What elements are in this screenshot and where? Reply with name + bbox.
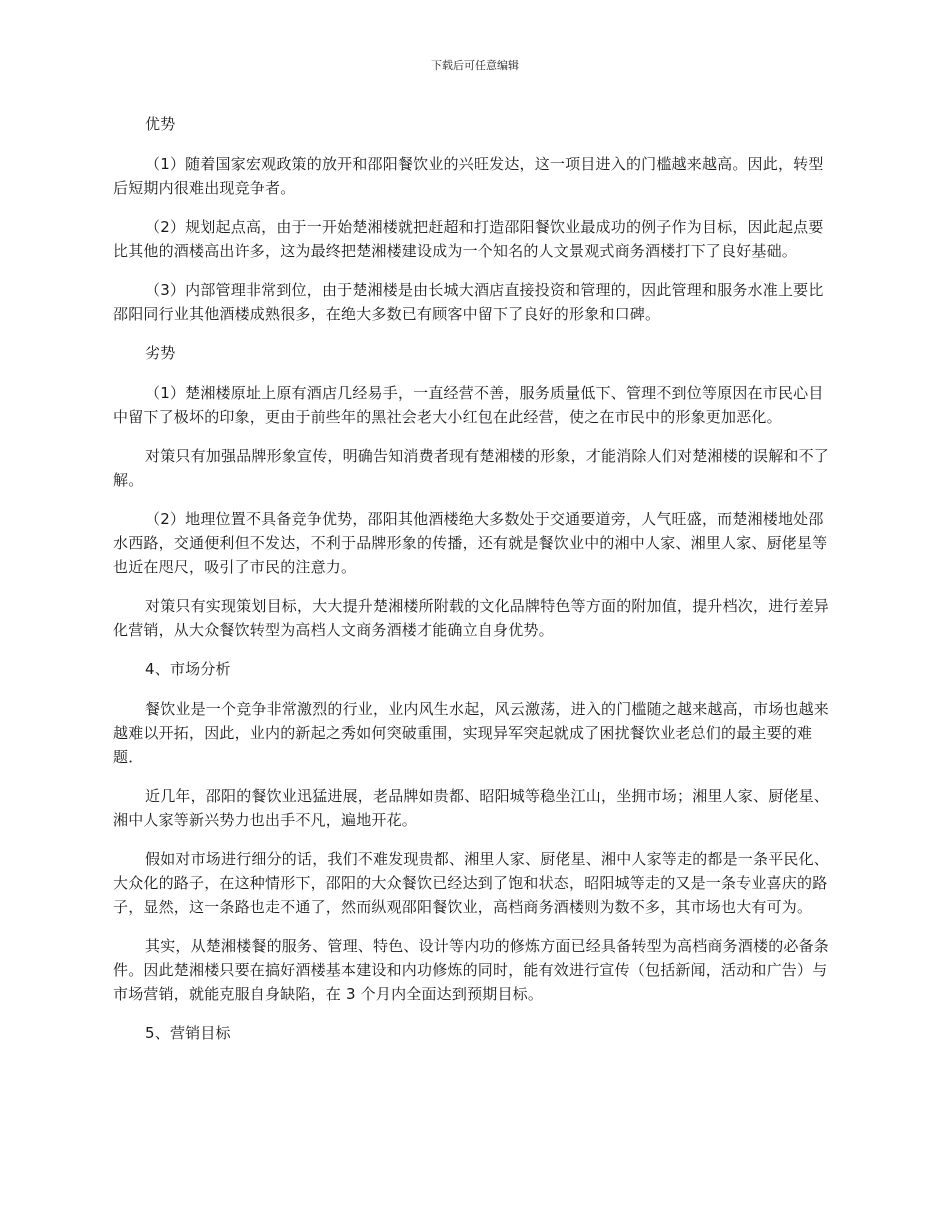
paragraph: 其实，从楚湘楼餐的服务、管理、特色、设计等内功的修炼方面已经具备转型为高档商务酒楼的必备条件。因此楚湘楼只要在搞好酒楼基本建设和内功修炼的同时，能有效进行宣传（包括新闻，活动和广告）与市场营销，就能克服自身缺陷，在 3 个月内全面达到预期目标。 xyxy=(113,937,830,1003)
paragraph: （1）随着国家宏观政策的放开和邵阳餐饮业的兴旺发达，这一项目进入的门槛越来越高。因此，转型后短期内很难出现竞争者。 xyxy=(113,155,824,197)
paragraph: 餐饮业是一个竞争非常激烈的行业，业内风生水起，风云激荡，进入的门槛随之越来越高，市场也越来越难以开拓，因此，业内的新起之秀如何突破重围，实现异军突起就成了困扰餐饮业老总们的最主要的难题． xyxy=(113,700,830,766)
section-heading-weaknesses: 劣势 xyxy=(145,344,176,362)
paragraph: 假如对市场进行细分的话，我们不难发现贵都、湘里人家、厨佬星、湘中人家等走的都是一条平民化、大众化的路子，在这种情形下，邵阳的大众餐饮已经达到了饱和状态，昭阳城等走的又是一条专业喜庆的路子，显然，这一条路也走不通了，然而纵观邵阳餐饮业，高档商务酒楼则为数不多，其市场也大有可为。 xyxy=(113,850,830,916)
paragraph: （2）规划起点高，由于一开始楚湘楼就把赶超和打造邵阳餐饮业最成功的例子作为目标，因此起点要比其他的酒楼高出许多，这为最终把楚湘楼建设成为一个知名的人文景观式商务酒楼打下了良好基础。 xyxy=(113,218,824,260)
paragraph: （1）楚湘楼原址上原有酒店几经易手，一直经营不善，服务质量低下、管理不到位等原因在市民心目中留下了极坏的印象，更由于前些年的黑社会老大小红包在此经营，使之在市民中的形象更加恶化。 xyxy=(113,384,824,426)
page-header: 下载后可任意编辑 xyxy=(431,59,519,72)
document-body xyxy=(113,112,829,1061)
section-heading-strengths: 优势 xyxy=(145,115,176,133)
paragraph: 对策只有实现策划目标，大大提升楚湘楼所附载的文化品牌特色等方面的附加值，提升档次，进行差异化营销，从大众餐饮转型为高档人文商务酒楼才能确立自身优势。 xyxy=(113,597,830,639)
paragraph: 近几年，邵阳的餐饮业迅猛进展，老品牌如贵都、昭阳城等稳坐江山，坐拥市场；湘里人家、厨佬星、湘中人家等新兴势力也出手不凡，遍地开花。 xyxy=(113,787,830,829)
section-heading-market-analysis: 4、市场分析 xyxy=(145,660,231,678)
paragraph: 对策只有加强品牌形象宣传，明确告知消费者现有楚湘楼的形象，才能消除人们对楚湘楼的误解和不了解。 xyxy=(113,447,830,489)
paragraph: （2）地理位置不具备竞争优势，邵阳其他酒楼绝大多数处于交通要道旁，人气旺盛，而楚湘楼地处邵水西路，交通便利但不发达，不利于品牌形象的传播，还有就是餐饮业中的湘中人家、湘里人家、厨佬星等也近在咫尺，吸引了市民的注意力。 xyxy=(113,510,828,576)
paragraph: （3）内部管理非常到位，由于楚湘楼是由长城大酒店直接投资和管理的，因此管理和服务水准上要比邵阳同行业其他酒楼成熟很多，在绝大多数已有顾客中留下了良好的形象和口碑。 xyxy=(113,281,824,323)
section-heading-marketing-goals: 5、营销目标 xyxy=(145,1024,231,1042)
